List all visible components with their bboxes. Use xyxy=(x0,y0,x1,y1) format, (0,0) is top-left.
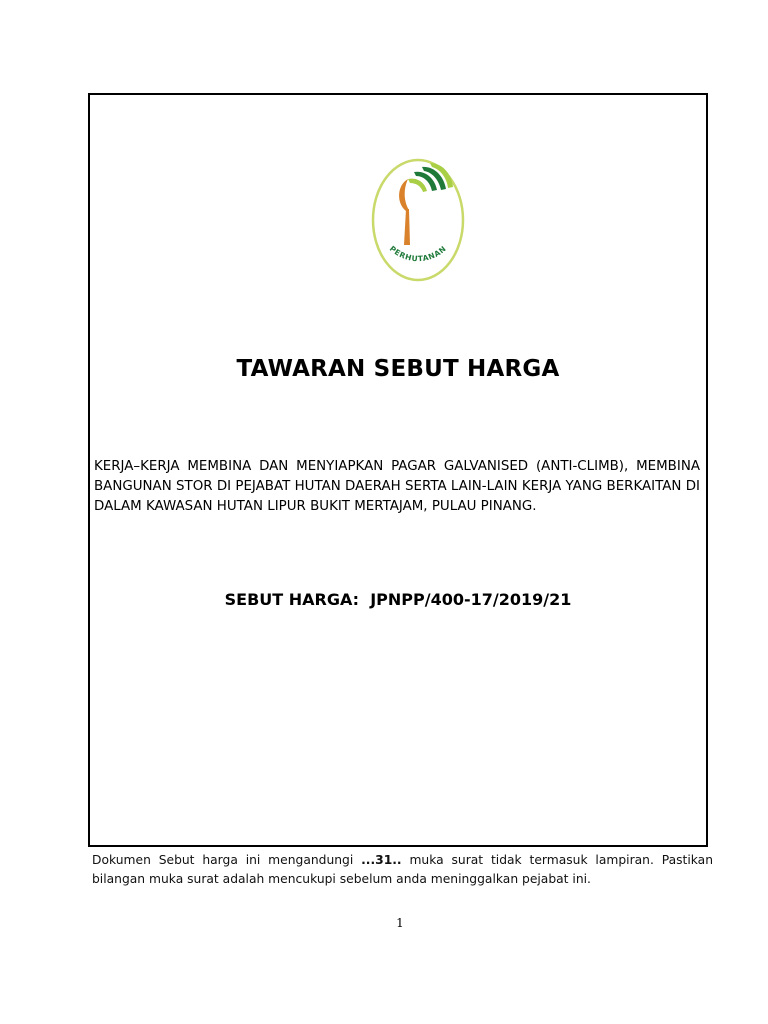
project-description: KERJA–KERJA MEMBINA DAN MENYIAPKAN PAGAR GALVANISED (ANTI-CLIMB), MEMBINA BANGUNAN STOR DI PEJABAT HUTAN DAERAH SERTA LAIN-LAIN KERJA YANG BERKAITAN DI DALAM KAWASAN HUTAN LIPUR BUKIT MERTAJAM, PULAU PINANG. xyxy=(94,459,700,514)
quotation-reference xyxy=(88,588,708,612)
note-text-before: Dokumen Sebut harga ini mengandungi xyxy=(92,853,362,867)
reference-number: JPNPP/400-17/2019/21 xyxy=(370,590,572,609)
perhutanan-logo xyxy=(370,157,466,283)
page-count: ...31.. xyxy=(361,853,402,867)
reference-label: SEBUT HARGA: xyxy=(224,590,360,609)
page-number: 1 xyxy=(396,916,404,930)
document-title: TAWARAN SEBUT HARGA xyxy=(236,356,560,382)
page-count-note xyxy=(92,851,713,889)
note-text-after: muka surat tidak termasuk lampiran. Pastikan bilangan muka surat adalah mencukupi sebelum anda meninggalkan pejabat ini. xyxy=(92,853,713,886)
logo-text: PERHUTANAN xyxy=(387,243,449,264)
